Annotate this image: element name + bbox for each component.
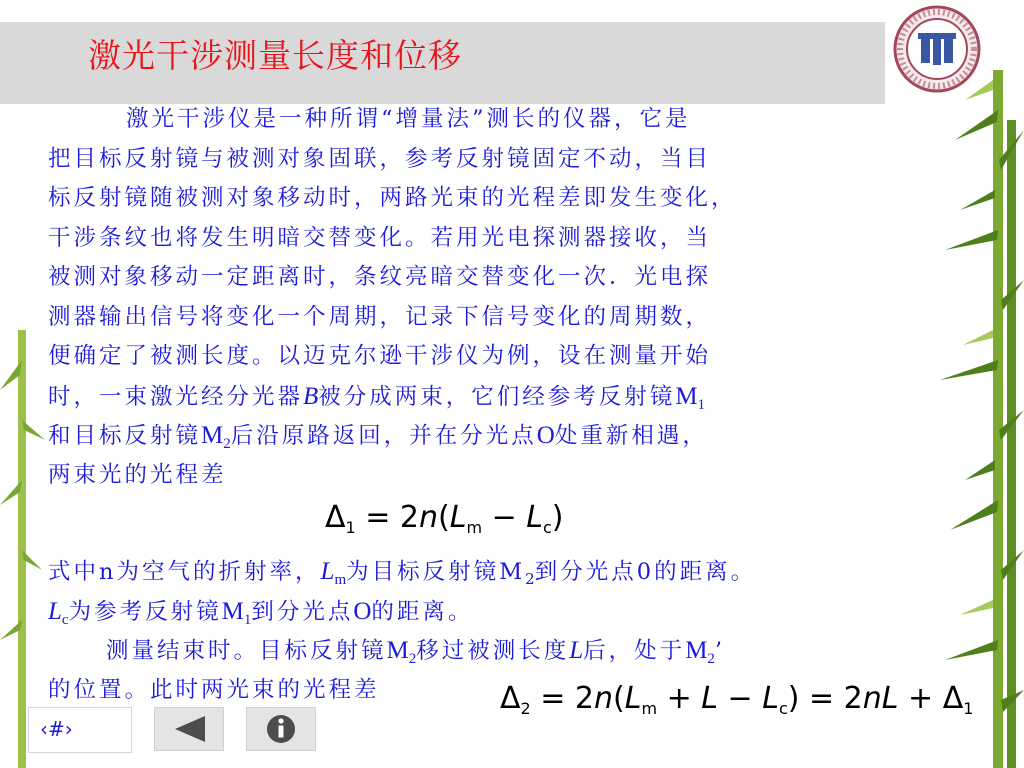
text-line-3: 标反射镜随被测对象移动时，两路光束的光程差即发生变化， (48, 185, 737, 211)
bamboo-right-decoration (935, 0, 1024, 768)
text-line-11: 式中n为空气的折射率，$L_m$为目标反射镜$M_2$到分光点0的距离。 (48, 558, 757, 588)
text-line-13: 测量结束时。目标反射镜$M_2$移过被测长度L后，处于$M_2$’ (106, 637, 726, 667)
text-line-12: $L_c$为参考反射镜$M_1$到分光点O的距离。 (48, 597, 474, 628)
triangle-left-icon (155, 708, 223, 750)
slide-number: ‹#› (40, 717, 73, 741)
text-line-6: 测器输出信号将变化一个周期，记录下信号变化的周期数， (48, 303, 712, 330)
info-button[interactable] (246, 707, 316, 751)
slide-title: 激光干涉测量长度和位移 (88, 36, 462, 75)
text-line-8: 时，一束激光经分光器B被分成两束，它们经参考反射镜$M_1$ (48, 382, 706, 413)
text-line-7: 便确定了被测长度。以迈克尔逊干涉仪为例，设在测量开始 (48, 343, 712, 369)
text-line-10: 两束光的光程差 (48, 461, 227, 488)
bamboo-left-decoration (0, 330, 50, 768)
body-text (48, 100, 737, 495)
equation-2: $\Delta_2 = 2n(L_m + L - L_c) = 2nL + \Delta_1$ (500, 681, 974, 718)
text-line-9: 和目标反射镜$M_2$后沿原路返回，并在分光点O处重新相遇， (48, 422, 708, 452)
text-line-2: 把目标反射镜与被测对象固联，参考反射镜固定不动，当目 (48, 145, 712, 172)
equation-1: $\Delta_1 = 2n(L_m - L_c)$ (325, 500, 564, 537)
text-line-5: 被测对象移动一定距离时，条纹亮暗交替变化一次．光电探 (48, 264, 712, 290)
previous-slide-button[interactable] (154, 707, 224, 751)
info-icon (247, 708, 315, 750)
text-line-1: 激光干涉仪是一种所谓“增量法”测长的仪器，它是 (126, 106, 691, 132)
text-line-14: 的位置。此时两光束的光程差 (48, 676, 380, 703)
text-line-4: 干涉条纹也将发生明暗交替变化。若用光电探测器接收，当 (48, 224, 712, 251)
